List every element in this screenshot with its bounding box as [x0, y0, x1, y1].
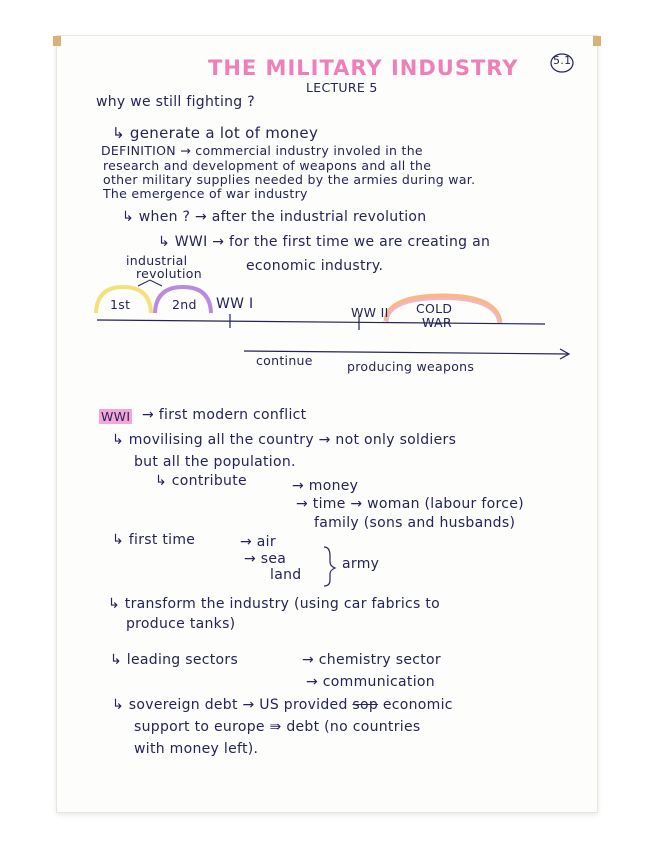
page-title: THE MILITARY INDUSTRY — [208, 56, 519, 80]
question-line: why we still fighting ? — [96, 94, 255, 110]
second-revolution-label: 2nd — [172, 297, 197, 312]
domain-item: → air — [240, 534, 276, 550]
first-revolution-label: 1st — [110, 297, 131, 312]
transform-line: produce tanks) — [126, 616, 236, 632]
cold-war-label: WAR — [422, 315, 452, 330]
contribute-item: family (sons and husbands) — [314, 515, 516, 531]
wwi-label: WW I — [216, 296, 254, 312]
wwii-label: WW II — [351, 305, 389, 320]
timeline-axis — [97, 320, 545, 324]
when-line: ↳ when ? → after the industrial revolution — [122, 209, 427, 225]
answer-line: ↳ generate a lot of money — [112, 124, 319, 142]
debt-line: ↳ sovereign debt → US provided sop economic — [112, 697, 453, 713]
army-label: army — [342, 556, 380, 572]
producing-label: producing weapons — [347, 359, 475, 374]
lecture-label: LECTURE 5 — [306, 80, 378, 95]
wwi-heading: → first modern conflict — [142, 407, 307, 423]
wwi-note: but all the population. — [134, 454, 296, 470]
contribute-label: ↳ contribute — [155, 473, 247, 489]
debt-line: support to europe ⇛ debt (no countries — [134, 719, 421, 735]
sector-item: → chemistry sector — [302, 652, 441, 668]
definition-line: The emergence of war industry — [103, 186, 308, 201]
definition-line: other military supplies needed by the armies during war. — [103, 172, 476, 187]
wwi-line: ↳ WWI → for the first time we are creating an — [158, 234, 491, 250]
cold-war-label: COLD — [416, 301, 453, 316]
timeline-label: revolution — [136, 266, 202, 281]
definition-line: research and development of weapons and all the — [103, 158, 432, 173]
contribute-item: → money — [292, 478, 359, 494]
first-time-label: ↳ first time — [112, 532, 196, 548]
transform-line: ↳ transform the industry (using car fabrics to — [108, 596, 441, 612]
wwi-note: ↳ movilising all the country → not only soldiers — [112, 432, 457, 448]
timeline-label: industrial — [126, 253, 188, 268]
domain-item: land — [270, 567, 302, 583]
contribute-item: → time → woman (labour force) — [296, 496, 524, 512]
continue-label: continue — [256, 353, 313, 368]
leading-label: ↳ leading sectors — [110, 652, 239, 668]
sector-item: → communication — [306, 674, 435, 690]
wwi-line: economic industry. — [246, 258, 384, 274]
debt-line: with money left). — [134, 741, 259, 757]
domain-item: → sea — [244, 551, 287, 567]
wwi-tag: WWI — [101, 409, 131, 424]
curly-brace — [324, 547, 335, 586]
crossed-out-word: sop — [352, 697, 379, 713]
page-number: 5.1 — [553, 54, 572, 67]
definition-line: DEFINITION → commercial industry involed in the — [101, 143, 423, 158]
